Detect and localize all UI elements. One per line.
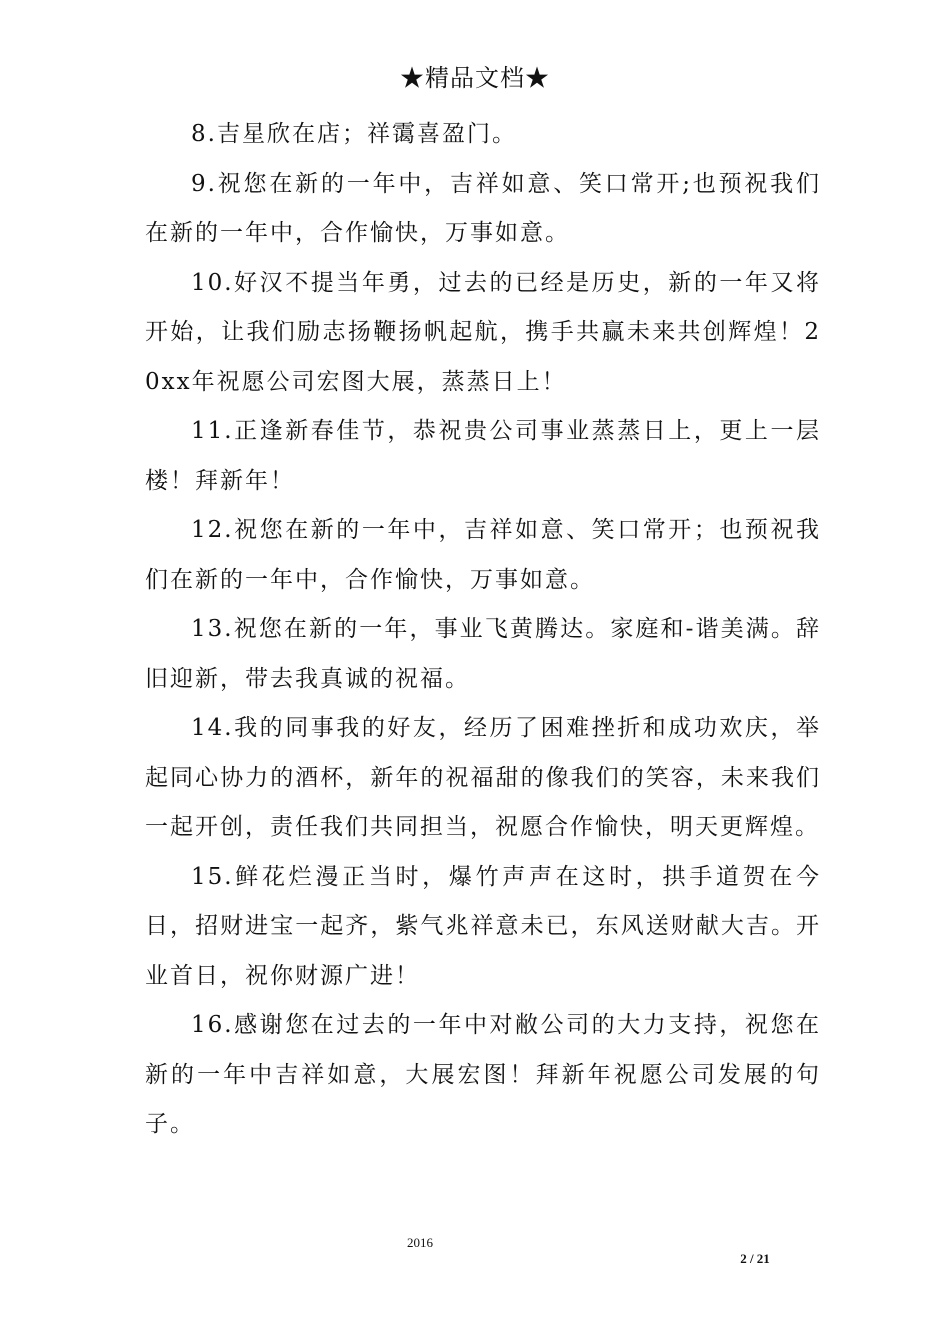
paragraph-16: 16.感谢您在过去的一年中对敝公司的大力支持，祝您在新的一年中吉祥如意，大展宏图！拜新年祝愿公司发展的句子。 bbox=[145, 1012, 821, 1137]
paragraph-14: 14.我的同事我的好友，经历了困难挫折和成功欢庆，举起同心协力的酒杯，新年的祝福甜的像我们的笑容，未来我们一起开创，责任我们共同担当，祝愿合作愉快，明天更辉煌。 bbox=[145, 715, 821, 840]
footer-year: 2016 bbox=[407, 1235, 433, 1250]
paragraph-9: 9.祝您在新的一年中，吉祥如意、笑口常开;也预祝我们在新的一年中，合作愉快，万事如意。 bbox=[145, 170, 821, 246]
paragraph-15: 15.鲜花烂漫正当时，爆竹声声在这时，拱手道贺在今日，招财进宝一起齐，紫气兆祥意未已，东风送财献大吉。开业首日，祝你财源广进！ bbox=[145, 863, 821, 989]
paragraph-13: 13.祝您在新的一年，事业飞黄腾达。家庭和-谐美满。辞旧迎新，带去我真诚的祝福。 bbox=[145, 616, 821, 692]
paragraph-11: 11.正逢新春佳节，恭祝贵公司事业蒸蒸日上，更上一层楼！拜新年！ bbox=[145, 418, 821, 494]
page-number: 2 / 21 bbox=[740, 1251, 770, 1266]
document-body bbox=[145, 110, 821, 1150]
paragraph-12: 12.祝您在新的一年中，吉祥如意、笑口常开；也预祝我们在新的一年中，合作愉快，万事如意。 bbox=[145, 517, 821, 593]
paragraph-8: 8.吉星欣在店；祥霭喜盈门。 bbox=[191, 121, 517, 147]
paragraph-10: 10.好汉不提当年勇，过去的已经是历史，新的一年又将开始，让我们励志扬鞭扬帆起航，携手共赢未来共创辉煌！20xx年祝愿公司宏图大展，蒸蒸日上！ bbox=[145, 269, 821, 395]
document-header: ★精品文档★ bbox=[400, 64, 550, 92]
